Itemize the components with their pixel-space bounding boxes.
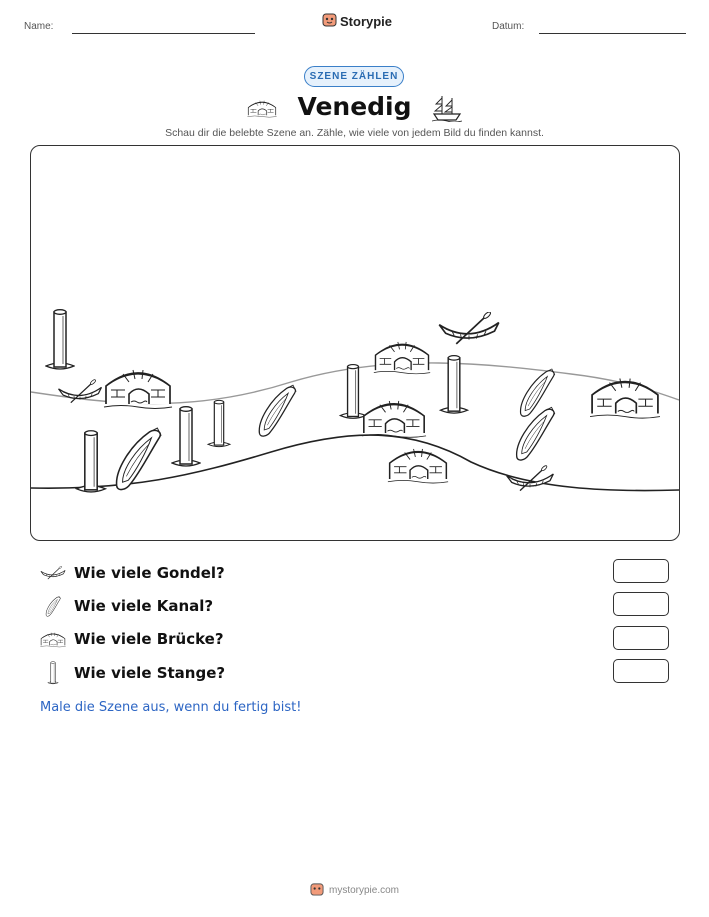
date-label: Datum: bbox=[492, 21, 525, 32]
bridge-5 bbox=[590, 379, 660, 419]
name-line[interactable] bbox=[72, 33, 255, 34]
site-footer bbox=[0, 882, 709, 899]
pole-icon bbox=[40, 661, 66, 685]
storypie-mascot-icon bbox=[310, 882, 324, 899]
storypie-mascot-icon bbox=[322, 12, 337, 30]
answer-box-canal[interactable] bbox=[613, 592, 669, 616]
gondola-1 bbox=[59, 379, 102, 403]
bridge-3 bbox=[362, 401, 426, 437]
question-text: Wie viele Brücke? bbox=[74, 630, 224, 648]
ship-icon bbox=[432, 94, 462, 122]
counting-scene bbox=[30, 145, 680, 541]
question-text: Wie viele Kanal? bbox=[74, 597, 214, 615]
scene-illustration bbox=[31, 146, 679, 540]
pole-1 bbox=[46, 310, 74, 369]
instructions: Schau dir die belebte Szene an. Zähle, wie viele von jedem Bild du finden kannst. bbox=[165, 127, 544, 139]
date-line[interactable] bbox=[539, 33, 686, 34]
site-url[interactable]: mystorypie.com bbox=[328, 885, 399, 896]
question-text: Wie viele Stange? bbox=[74, 664, 226, 682]
pole-4 bbox=[208, 400, 230, 446]
bridge-icon bbox=[40, 630, 66, 648]
title-text: Venedig bbox=[297, 92, 412, 121]
bridge-2 bbox=[374, 342, 430, 374]
bridge-icon bbox=[247, 97, 277, 119]
color-instruction: Male die Szene aus, wenn du fertig bist! bbox=[40, 700, 302, 715]
question-canal bbox=[40, 594, 213, 618]
page-title bbox=[0, 92, 709, 122]
answer-box-gondola[interactable] bbox=[613, 559, 669, 583]
gondola-2 bbox=[439, 311, 499, 344]
brand-name: Storypie bbox=[340, 13, 393, 29]
activity-badge: SZENE ZÄHLEN bbox=[304, 66, 404, 87]
bridge-4 bbox=[388, 449, 448, 483]
name-label: Name: bbox=[24, 21, 54, 32]
bridge-1 bbox=[104, 370, 172, 409]
answer-box-pole[interactable] bbox=[613, 659, 669, 683]
pole-3 bbox=[172, 407, 200, 466]
pole-2 bbox=[77, 431, 106, 492]
brand-logo bbox=[322, 12, 392, 30]
canal-icon bbox=[40, 595, 66, 617]
question-bridge bbox=[40, 627, 224, 651]
pole-5 bbox=[340, 365, 365, 419]
question-gondola bbox=[40, 561, 225, 585]
question-pole bbox=[40, 661, 225, 685]
question-text: Wie viele Gondel? bbox=[74, 564, 225, 582]
answer-box-bridge[interactable] bbox=[613, 626, 669, 650]
canal-2 bbox=[259, 385, 296, 436]
gondola-icon bbox=[40, 566, 66, 580]
